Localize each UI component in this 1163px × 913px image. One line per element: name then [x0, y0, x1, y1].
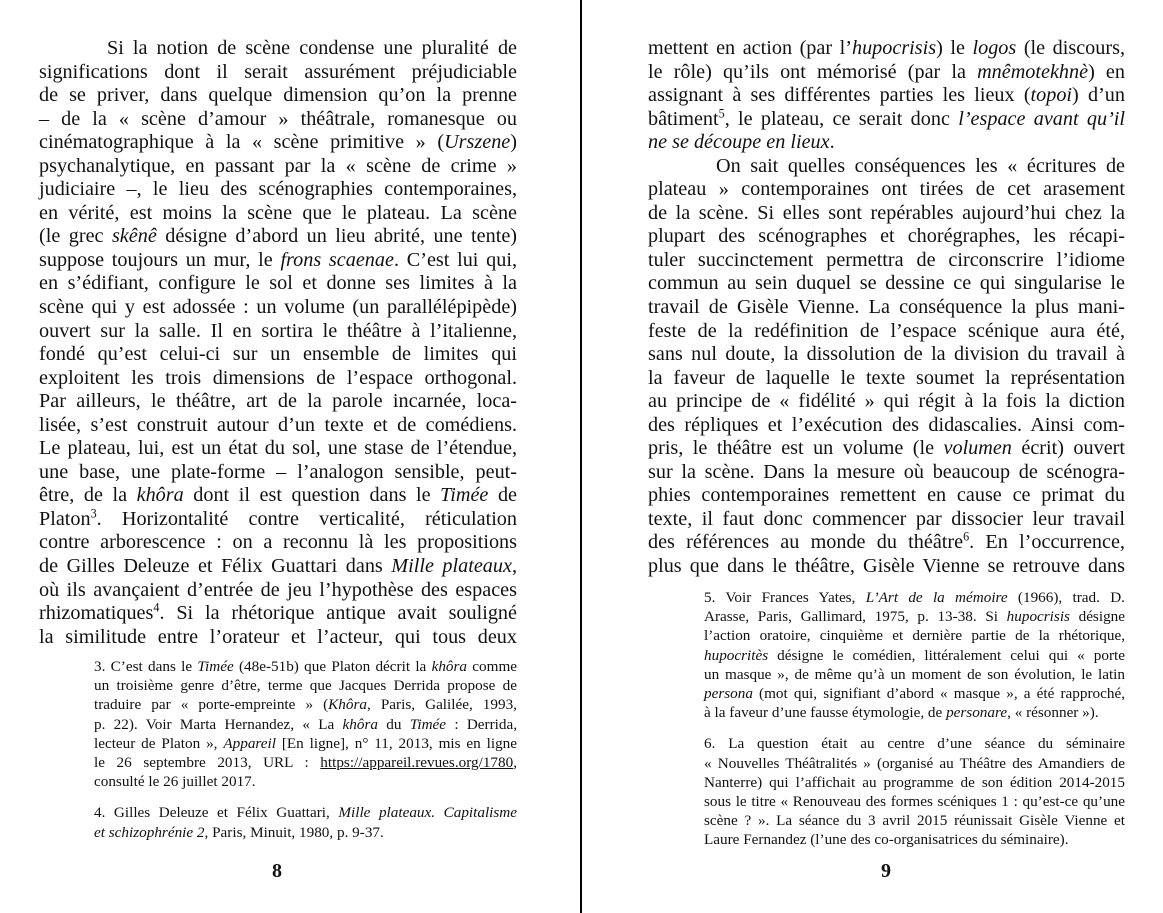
body-line: cinématographique à la « scène primitive » (Urszene) [39, 131, 517, 154]
body-line: pris, le théâtre est un volume (le volumen écrit) ouvert [648, 437, 1125, 460]
italic-text: khôra [136, 484, 184, 507]
footnote [704, 734, 1125, 849]
body-line: exploitent les trois dimensions de l’espace orthogonal. [39, 366, 517, 389]
body-line: commun au sein duquel se dessine ce qui singularise le [648, 272, 1125, 295]
body-line: texte, il faut donc commencer par dissocier leur travail [648, 507, 1125, 530]
footnote-line: Laure Fernandez (l’une des co-organisatrices du séminaire). [704, 831, 1069, 849]
footnote-line: 3. C’est dans le Timée (48e-51b) que Platon décrit la khôra comme [94, 658, 518, 675]
body-line: Si la notion de scène condense une pluralité de [107, 37, 517, 59]
footnote-line: persona (mot qui, signifiant d’abord « masque », a été rapproché, [704, 684, 1125, 702]
body-line: lisée, s’est construit autour d’un texte et de comédiens. [39, 413, 517, 436]
body-line: plus que dans le théâtre, Gisèle Vienne se retrouve dans [648, 555, 1125, 578]
footnote-line: le 26 septembre 2013, URL : https://appareil.revues.org/1780, [94, 753, 517, 771]
italic-text: frons scaenae [280, 248, 394, 271]
body-line: mettent en action (par l’hupocrisis) le logos (le discours, [648, 37, 1125, 59]
italic-text: l’espace avant qu’il [958, 107, 1126, 130]
footnote-line: lecteur de Platon », Appareil [En ligne], n° 11, 2013, mis en ligne [94, 734, 517, 752]
footnote-line: sous le titre « Renouveau des formes scéniques 1 : qu’est-ce qu’une [704, 792, 1125, 810]
body-line: des répliques et l’exécution des didascalies. Ainsi com- [648, 413, 1125, 436]
italic-text: Khôra [328, 696, 367, 714]
italic-text: Urszene [444, 131, 511, 154]
body-line: sans nul doute, la dissolution de la division du travail à [648, 343, 1125, 366]
footnote-ref: 5 [718, 105, 725, 120]
footnote-line: un masque », de même qu’à un moment de son évolution, le latin [704, 665, 1125, 683]
body-line: travail de Gisèle Vienne. La conséquence la plus mani- [648, 296, 1125, 319]
page-number-right: 9 [881, 860, 891, 882]
italic-text: hupocrisis [851, 37, 937, 59]
italic-text: topoi [1030, 84, 1073, 107]
italic-text: personare [946, 704, 1008, 722]
body-line: phies contemporaines remettent en cause ce primat du [648, 484, 1125, 507]
footnote-ref: 3 [90, 506, 97, 521]
body-line: plateau » contemporaines ont tirées de cet arasement [648, 178, 1125, 201]
body-line: rhizomatiques$^4$. Si la rhétorique antique avait souligné [39, 600, 517, 625]
italic-text: logos [972, 37, 1017, 59]
italic-text: L’Art de la mémoire [865, 589, 1008, 606]
body-line: Le plateau, lui, est un état du sol, une stase de l’étendue, [39, 437, 517, 460]
body-line: (le grec skênê désigne d’abord un lieu abrité, une tente) [39, 225, 518, 248]
body-line: tuler succinctement permettra de circonscrire l’idiome [648, 248, 1125, 271]
page-number-left: 8 [272, 860, 282, 882]
body-line: ouvert sur la salle. Il en sortira le théâtre à l’italienne, [39, 319, 517, 342]
body-line: de Gilles Deleuze et Félix Guattari dans Mille plateaux, [39, 555, 517, 578]
italic-text: Timée [409, 715, 447, 733]
italic-text: khôra [342, 715, 378, 733]
italic-text: Mille plateaux. Capitalisme [338, 804, 517, 822]
body-line: la similitude entre l’orateur et l’acteur, qui tous deux [39, 625, 517, 648]
italic-text: khôra [431, 658, 468, 675]
footnote-line: Nanterre) qui l’affichait au programme de son édition 2014-2015 [704, 773, 1125, 791]
italic-text: Appareil [223, 734, 276, 752]
footnote-ref: 4 [153, 600, 160, 615]
footnote-line: un troisième genre d’être, terme que Jacques Derrida propose de [94, 677, 517, 695]
italic-text: et schizophrénie 2 [94, 823, 205, 841]
right-footnotes [704, 588, 1125, 861]
body-line: de se priver, dans quelque dimension qu’on la prenne [39, 84, 517, 107]
left-body-text [39, 37, 517, 649]
italic-text: skênê [111, 225, 157, 248]
footnote-line: « Nouvelles Théâtralités » (organisé au Théâtre des Amandiers de [704, 754, 1125, 772]
italic-text: Mille plateaux [391, 555, 512, 578]
italic-text: Timée [197, 658, 234, 675]
body-line: la faveur de laquelle le texte soumet la représentation [648, 366, 1125, 389]
body-line: On sait quelles conséquences les « écritures de [716, 154, 1125, 177]
footnote-line: l’action oratoire, cinquième et dernière partie de la rhétorique, [704, 627, 1125, 645]
footnote-line: 5. Voir Frances Yates, L’Art de la mémoire (1966), trad. D. [704, 589, 1125, 606]
body-line: ne se découpe en lieux. [648, 131, 835, 154]
body-line: suppose toujours un mur, le frons scaenae. C’est lui qui, [39, 248, 518, 271]
footnote-line: et schizophrénie 2, Paris, Minuit, 1980, p. 9-37. [94, 823, 384, 841]
body-line: une base, une plate-forme – l’analogon sensible, peut- [39, 460, 517, 483]
footnote-line: à la faveur d’une fausse étymologie, de personare, « résonner »). [704, 704, 1099, 722]
body-line: Par ailleurs, le théâtre, art de la parole incarnée, loca- [39, 390, 517, 413]
body-line: des références au monde du théâtre$^6$. En l’occurrence, [648, 529, 1125, 554]
body-line: – de la « scène d’amour » théâtrale, romanesque ou [39, 107, 517, 130]
body-line: significations dont il serait assurément préjudiciable [39, 60, 517, 83]
footnote [704, 588, 1125, 722]
italic-text: persona [704, 684, 753, 702]
italic-text: Timée [440, 484, 489, 507]
footnote-line: Arasse, Paris, Gallimard, 1975, p. 13-38. Si hupocrisis désigne [704, 608, 1125, 626]
left-footnotes [94, 657, 517, 854]
footnote-line: traduire par « porte-empreinte » (Khôra, Paris, Galilée, 1993, [94, 696, 517, 714]
right-body-text [648, 37, 1125, 579]
left-page [0, 0, 580, 913]
body-line: feste de la redéfinition de l’espace scénique aura été, [648, 319, 1125, 342]
italic-text: mnêmotekhnè [977, 60, 1089, 83]
italic-text: hupocritès [704, 646, 769, 664]
footnote-line: 4. Gilles Deleuze et Félix Guattari, Mille plateaux. Capitalisme [94, 804, 517, 822]
footnote-line: p. 22). Voir Marta Hernandez, « La khôra du Timée : Derrida, [94, 715, 518, 733]
body-line: le rôle) qu’ils ont mémorisé (par la mnêmotekhnè) en [648, 60, 1125, 83]
body-line: fondé qu’est celui-ci sur un ensemble de limites qui [39, 343, 517, 366]
url-link[interactable]: https://appareil.revues.org/1780 [320, 753, 514, 771]
body-line: être, de la khôra dont il est question dans le Timée de [39, 484, 518, 507]
body-line: assignant à ses différentes parties les lieux (topoi) d’un [648, 84, 1125, 107]
body-line: sur la scène. Dans la mesure où beaucoup de scénogra- [648, 460, 1125, 483]
body-line: de la scène. Si elles sont repérables aujourd’hui chez la [648, 201, 1125, 224]
body-line: où ils avançaient d’entrée de jeu l’hypothèse des espaces [39, 578, 517, 601]
footnote-ref: 6 [963, 529, 970, 544]
body-line: Platon$^3$. Horizontalité contre verticalité, réticulation [39, 506, 517, 530]
body-line: en s’édifiant, configure le sol et donne ses limites à la [39, 272, 517, 295]
body-line: bâtiment$^5$, le plateau, ce serait donc l’espace avant qu’il [648, 105, 1126, 130]
footnote-line: hupocritès désigne le comédien, littéralement celui qui « porte [704, 646, 1125, 664]
italic-text: volumen [943, 437, 1012, 460]
body-line: plupart des scénographes et chorégraphes, les récapi- [648, 225, 1125, 248]
footnote-line: scène ? ». La séance du 3 avril 2015 réunissait Gisèle Vienne et [704, 812, 1125, 830]
body-line: contre arborescence : on a reconnu là les propositions [39, 531, 517, 554]
italic-text: ne se découpe en lieux [648, 131, 830, 154]
body-line: au principe de « fidélité » qui régit à la fois la diction [648, 390, 1125, 413]
body-line: en vérité, est moins la scène que le plateau. La scène [39, 201, 517, 224]
footnote [94, 657, 517, 791]
italic-text: hupocrisis [1006, 608, 1070, 626]
body-line: psychanalytique, en passant par la « scène de crime » [39, 154, 517, 177]
body-line: judiciaire –, le lieu des scénographies contemporaines, [39, 178, 517, 201]
footnote-line: 6. La question était au centre d’une séance du séminaire [704, 735, 1125, 753]
footnote [94, 803, 517, 841]
right-page [582, 0, 1163, 913]
footnote-line: consulté le 26 juillet 2017. [94, 773, 256, 791]
body-line: scène qui y est adossée : un volume (un parallélépipède) [39, 296, 517, 319]
